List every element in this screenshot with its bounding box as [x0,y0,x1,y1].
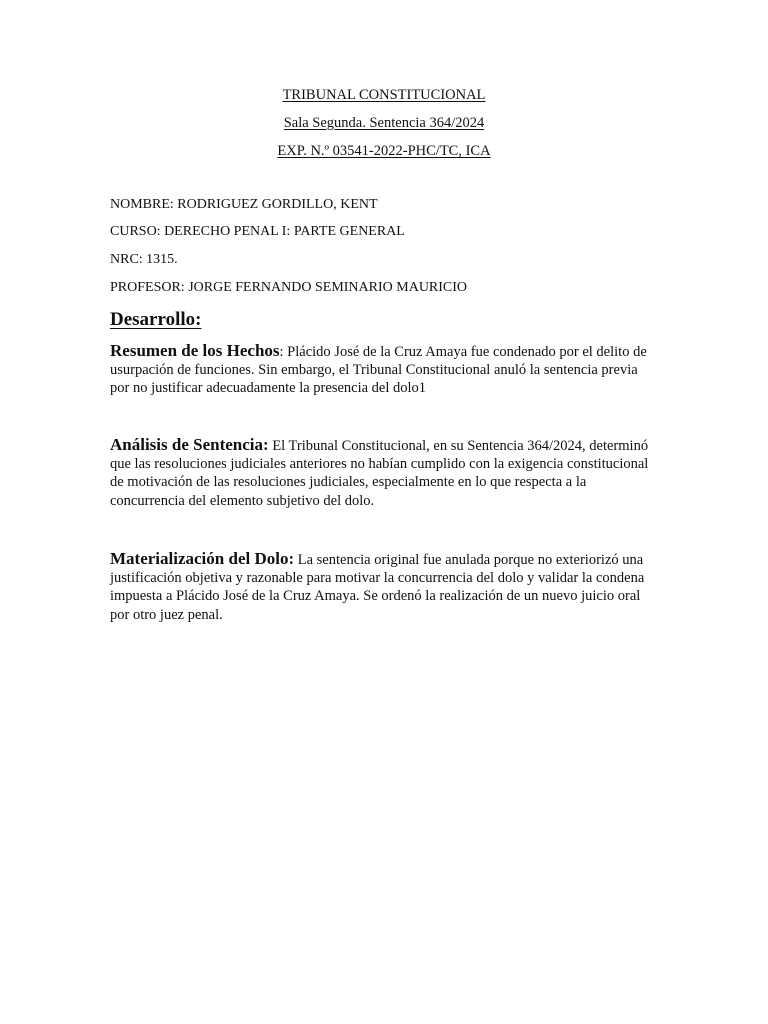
student-name: NOMBRE: RODRIGUEZ GORDILLO, KENT [110,197,378,212]
sala-line-text: Sala Segunda. Sentencia 364/2024 [283,115,485,131]
paragraph-lead: Resumen de los Hechos [110,341,280,360]
paragraph-text: : Plácido José de la Cruz Amaya fue condenado por el delito de usurpación de funciones. Sin embargo, el Tribunal Constitucional anuló la sentencia previa por no justificar adecuadamente la presencia del dolo1 [110,344,647,397]
expediente-line-text: EXP. N.º 03541-2022-PHC/TC, ICA [277,143,491,159]
professor-name: PROFESOR: JORGE FERNANDO SEMINARIO MAURICIO [110,280,468,295]
paragraph-text: La sentencia original fue anulada porque no exteriorizó una justificación objetiva y razonable para motivar la concurrencia del dolo y validar la condena impuesta a Plácido José de la Cruz Amaya. Se ordenó la realización de un nuevo juicio oral por otro juez penal. [110,552,645,623]
court-title-text: TRIBUNAL CONSTITUCIONAL [282,87,486,103]
paragraph-lead: Materialización del Dolo: [110,549,295,568]
paragraph-lead: Análisis de Sentencia: [110,435,269,454]
expediente-line [0,142,768,160]
paragraph-summary [110,342,655,398]
paragraph-dolo [110,550,655,624]
court-title [0,86,768,104]
section-title: Desarrollo: [110,309,202,330]
sala-line [0,114,768,132]
course-name: CURSO: DERECHO PENAL I: PARTE GENERAL [110,224,405,239]
nrc-code: NRC: 1315. [110,252,178,267]
paragraph-text: El Tribunal Constitucional, en su Sentencia 364/2024, determinó que las resoluciones judiciales anteriores no habían cumplido con la exigencia constitucional de motivación de las resoluciones judiciales, especialmente en lo que respecta a la concurrencia del elemento subjetivo del dolo. [110,438,649,509]
paragraph-analysis [110,436,655,510]
